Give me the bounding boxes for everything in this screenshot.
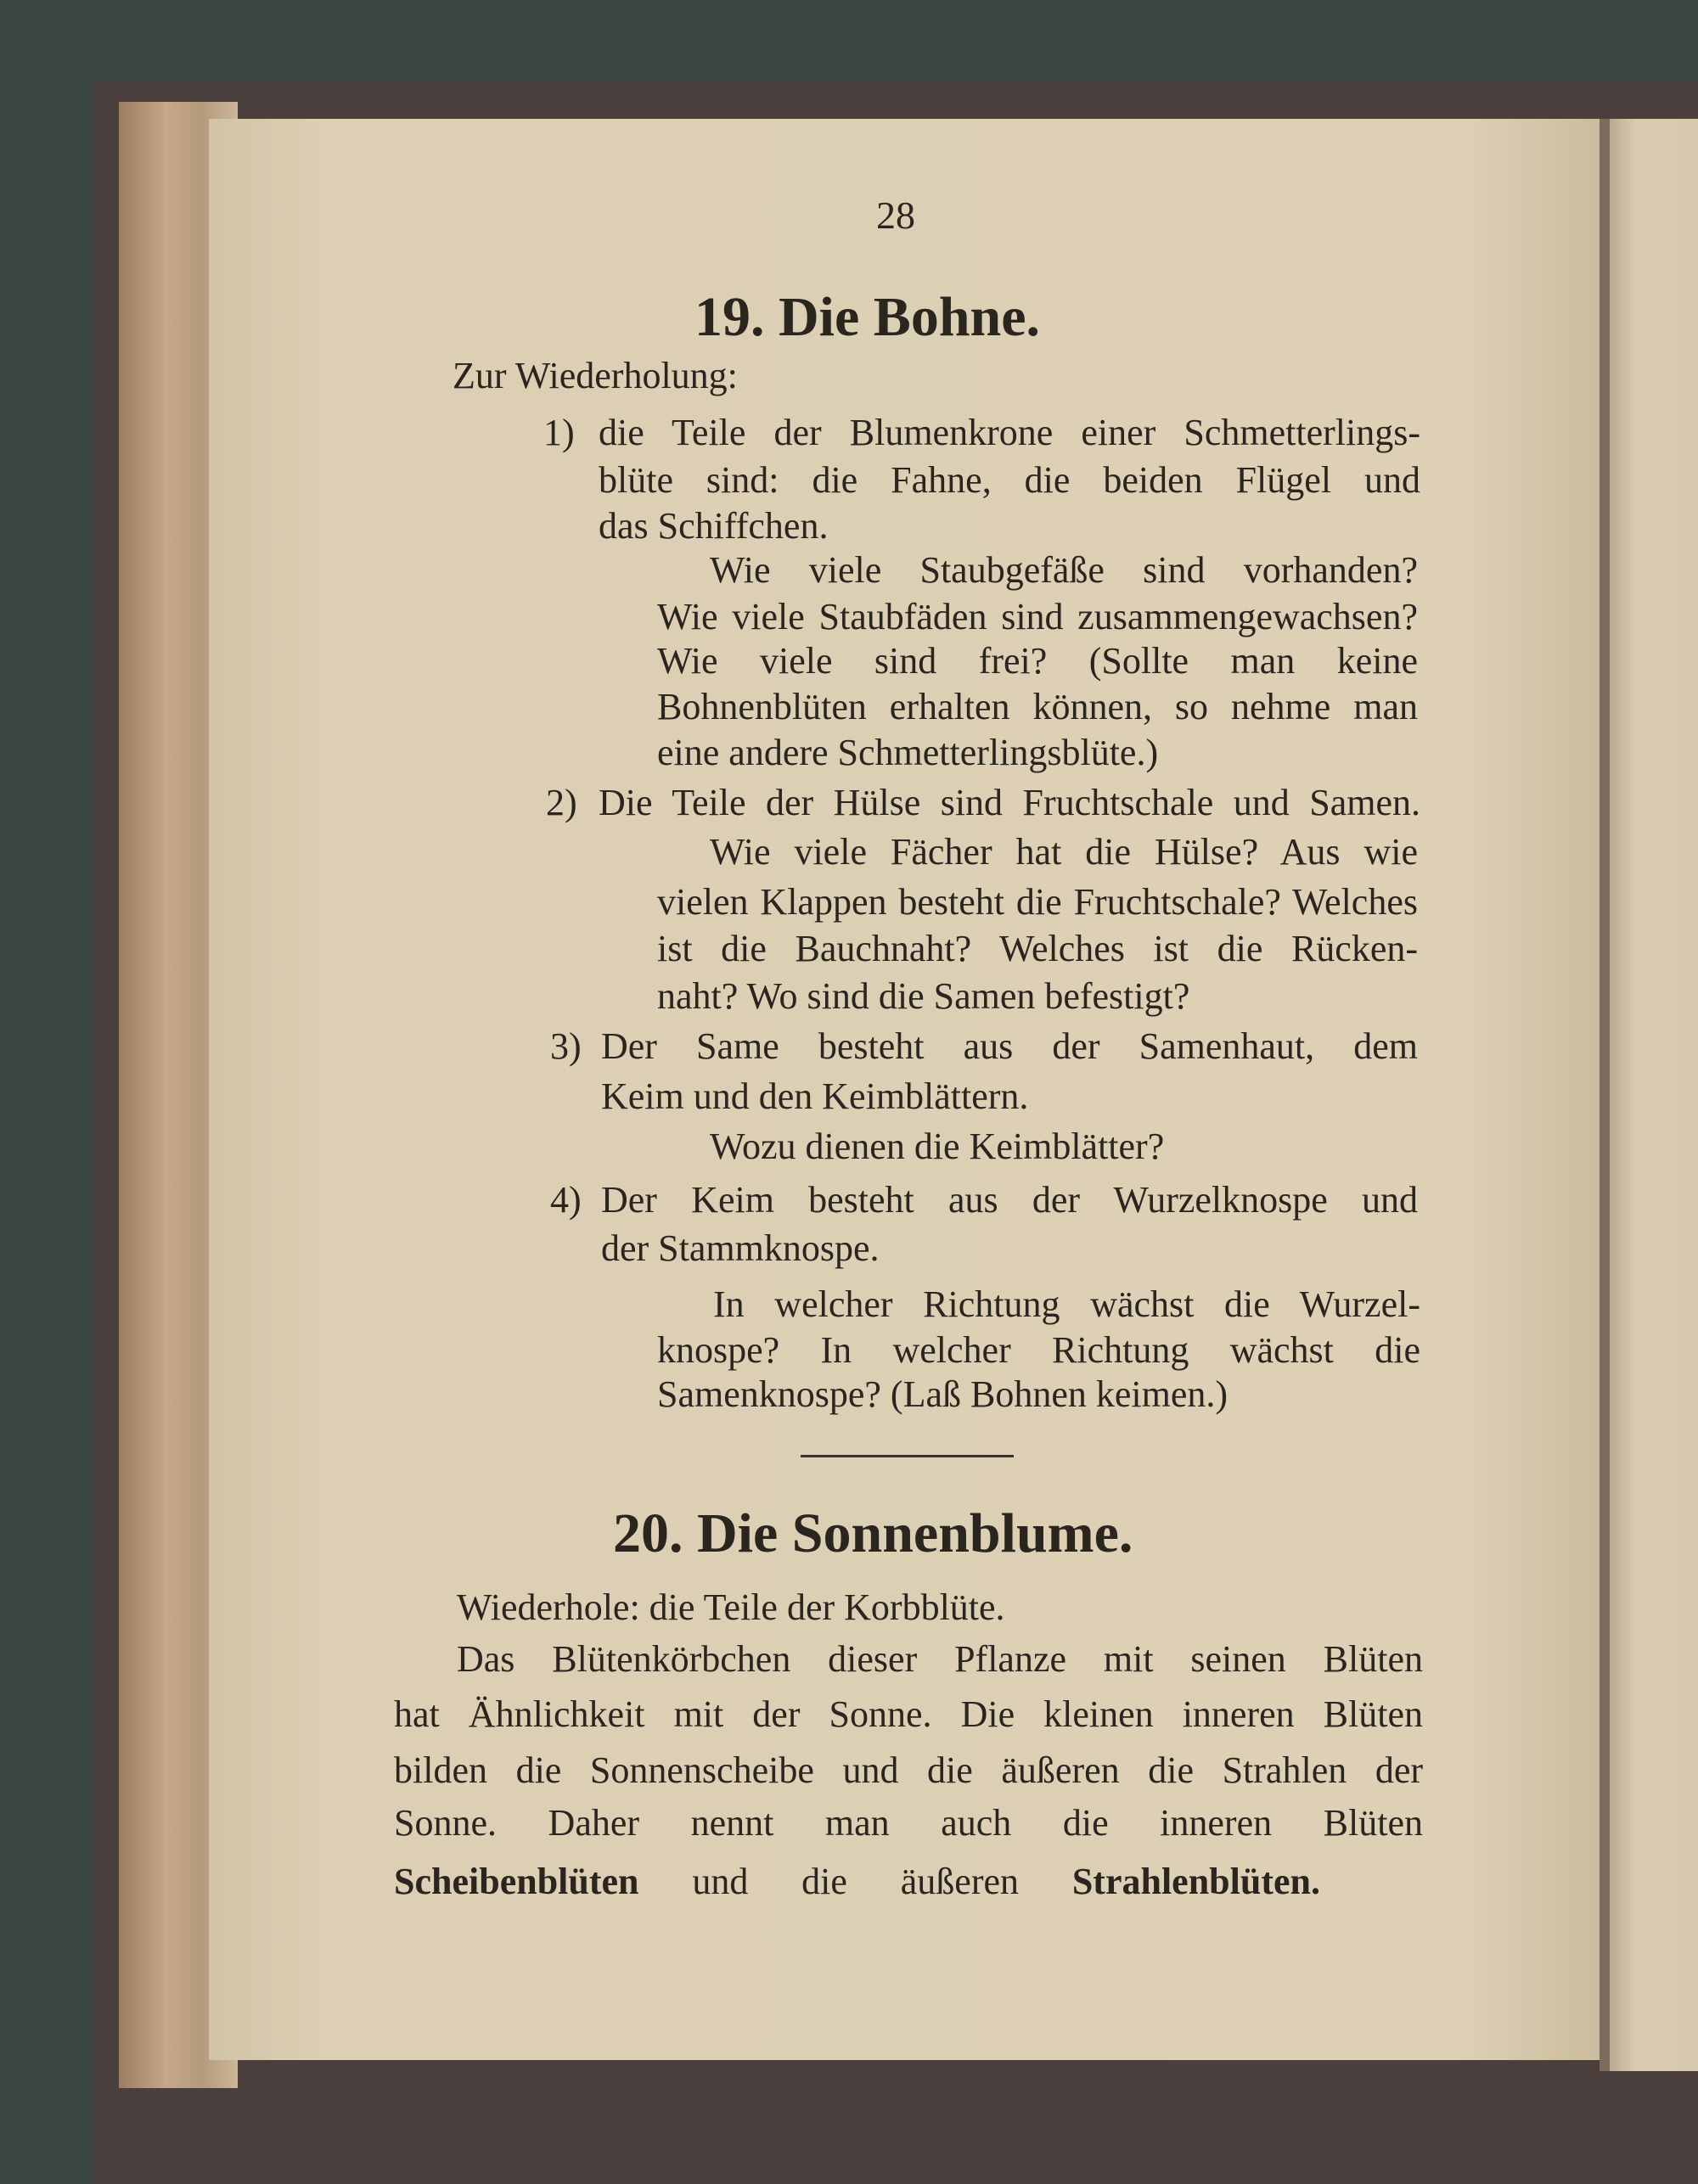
facing-page bbox=[1609, 119, 1698, 2071]
text-line: Wie viele Staubgefäße sind vorhanden? bbox=[710, 549, 1418, 591]
intro-line: Zur Wiederholung: bbox=[453, 355, 738, 396]
text-line: vielen Klappen besteht die Fruchtschale? Welches bbox=[657, 881, 1418, 923]
text-line: ist die Bauchnaht? Welches ist die Rücken- bbox=[657, 928, 1418, 969]
text-line: Der Same besteht aus der Samenhaut, dem bbox=[601, 1025, 1418, 1067]
section-divider bbox=[801, 1455, 1014, 1457]
item-number: 3) bbox=[550, 1025, 582, 1067]
page-number: 28 bbox=[876, 194, 915, 237]
section-heading-19: 19. Die Bohne. bbox=[694, 286, 1041, 348]
item-number: 4) bbox=[550, 1179, 582, 1221]
section-heading-20: 20. Die Sonnenblume. bbox=[613, 1502, 1133, 1564]
text-line: Sonne. Daher nennt man auch die inneren Blüten bbox=[394, 1802, 1423, 1844]
text-line-last bbox=[394, 1860, 1320, 1904]
text-line: der Stammknospe. bbox=[601, 1227, 880, 1269]
text-line: Samenknospe? (Laß Bohnen keimen.) bbox=[657, 1373, 1229, 1415]
item-number: 2) bbox=[546, 782, 577, 823]
text-line: eine andere Schmetterlingsblüte.) bbox=[657, 732, 1159, 773]
text-line: blüte sind: die Fahne, die beiden Flügel und bbox=[599, 459, 1420, 501]
text-line: In welcher Richtung wächst die Wurzel- bbox=[713, 1283, 1420, 1325]
book-gutter bbox=[1600, 119, 1610, 2071]
text-line: Das Blütenkörbchen dieser Pflanze mit seinen Blüten bbox=[457, 1638, 1423, 1680]
item-number: 1) bbox=[543, 412, 575, 453]
text-line: Die Teile der Hülse sind Fruchtschale und Samen. bbox=[599, 782, 1420, 823]
text-line: Der Keim besteht aus der Wurzelknospe und bbox=[601, 1179, 1418, 1221]
text-line: Wie viele Fächer hat die Hülse? Aus wie bbox=[710, 831, 1418, 873]
text-line: das Schiffchen. bbox=[599, 505, 829, 547]
term-strahlenblueten: Strahlenblüten. bbox=[1071, 1861, 1320, 1902]
text-line: naht? Wo sind die Samen befestigt? bbox=[657, 975, 1190, 1017]
text-line: bilden die Sonnenscheibe und die äußeren die Strahlen der bbox=[394, 1749, 1423, 1791]
text-line: Wie viele sind frei? (Sollte man keine bbox=[657, 640, 1418, 682]
text-line: hat Ähnlichkeit mit der Sonne. Die kleinen inneren Blüten bbox=[394, 1693, 1423, 1735]
text-line: Keim und den Keimblättern. bbox=[601, 1075, 1029, 1117]
text-fragment: und die äußeren bbox=[638, 1861, 1072, 1902]
text-line: die Teile der Blumenkrone einer Schmetterlings- bbox=[599, 412, 1420, 453]
term-scheibenblueten: Scheibenblüten bbox=[394, 1861, 639, 1902]
text-line: knospe? In welcher Richtung wächst die bbox=[657, 1329, 1420, 1371]
text-line: Wozu dienen die Keimblätter? bbox=[710, 1126, 1165, 1167]
text-line: Bohnenblüten erhalten können, so nehme man bbox=[657, 686, 1418, 727]
text-line: Wiederhole: die Teile der Korbblüte. bbox=[457, 1586, 1005, 1628]
text-line: Wie viele Staubfäden sind zusammengewachsen? bbox=[657, 596, 1418, 637]
